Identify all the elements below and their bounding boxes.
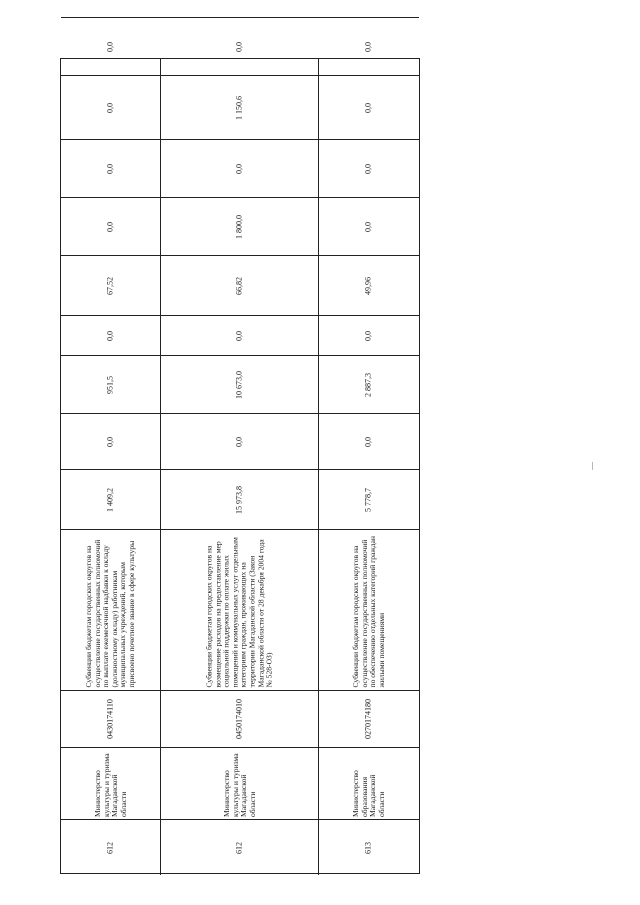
cell-code bbox=[161, 819, 319, 875]
cell-text-kbk: 0450174010 bbox=[234, 699, 244, 739]
cell-text-v9: 0,0 bbox=[105, 41, 115, 52]
table-row bbox=[161, 41, 319, 875]
cell-v9 bbox=[161, 17, 319, 75]
cell-text-v5: 49,96 bbox=[363, 276, 373, 295]
cell-v5 bbox=[61, 255, 161, 315]
cell-description bbox=[161, 529, 319, 690]
cell-text-v3: 2 887,3 bbox=[363, 372, 373, 397]
table-row bbox=[61, 41, 161, 875]
cell-v3 bbox=[61, 355, 161, 413]
cell-v7 bbox=[161, 139, 319, 197]
cell-v8 bbox=[319, 75, 419, 139]
cell-text-v7: 0,0 bbox=[105, 163, 115, 174]
cell-text-v4: 0,0 bbox=[105, 330, 115, 341]
cell-text-v1: 1 409,2 bbox=[105, 487, 115, 512]
cell-text-v1: 15 973,8 bbox=[234, 485, 244, 514]
cell-v5 bbox=[319, 255, 419, 315]
cell-v9 bbox=[319, 17, 419, 75]
cell-text-ministry: Министерство образования Магаданской области bbox=[350, 769, 386, 817]
cell-text-kbk: 0270174180 bbox=[363, 699, 373, 739]
cell-text-v3: 10 673,0 bbox=[234, 370, 244, 399]
cell-v1 bbox=[161, 469, 319, 529]
cell-v1 bbox=[61, 469, 161, 529]
cell-v5 bbox=[161, 255, 319, 315]
cell-v4 bbox=[61, 315, 161, 355]
cell-text-v9: 0,0 bbox=[234, 41, 244, 52]
cell-text-v2: 0,0 bbox=[234, 436, 244, 447]
cell-text-v6: 1 800,0 bbox=[234, 214, 244, 239]
cell-v1 bbox=[319, 469, 419, 529]
cell-text-v5: 66,82 bbox=[234, 276, 244, 295]
cell-text-v6: 0,0 bbox=[363, 221, 373, 232]
cell-v7 bbox=[61, 139, 161, 197]
cell-kbk bbox=[319, 690, 419, 747]
cell-text-kbk: 0430174110 bbox=[105, 699, 115, 739]
cell-v9 bbox=[61, 17, 161, 75]
cell-v7 bbox=[319, 139, 419, 197]
cell-code bbox=[61, 819, 161, 875]
cell-kbk bbox=[61, 690, 161, 747]
cell-text-v5: 67,52 bbox=[105, 276, 115, 295]
cell-text-v6: 0,0 bbox=[105, 221, 115, 232]
cell-v4 bbox=[319, 315, 419, 355]
scan-mark bbox=[592, 462, 593, 470]
data-table bbox=[60, 41, 420, 874]
cell-text-description: Субвенции бюджетам городских округов на возмещение расходов на предоставление мер социальной поддержки по оплате жилых помещений и коммунальных услуг отдельным категориям граждан, проживающих на территории Магаданской области (Закон Магаданской области от 28 декабря 2004 года № 528-ОЗ) bbox=[204, 537, 274, 688]
cell-text-v8: 0,0 bbox=[363, 102, 373, 113]
cell-text-description: Субвенции бюджетам городских округов на осуществление государственных полномочий по обеспечению отдельных категорий граждан жилыми помещениями bbox=[350, 536, 386, 688]
cell-text-v1: 5 778,7 bbox=[363, 487, 373, 512]
cell-v6 bbox=[319, 197, 419, 255]
cell-text-v4: 0,0 bbox=[363, 330, 373, 341]
cell-ministry bbox=[61, 747, 161, 819]
table-row bbox=[319, 41, 419, 875]
cell-text-code: 612 bbox=[234, 841, 244, 854]
cell-text-ministry: Министерство культуры и туризма Магаданской области bbox=[92, 752, 128, 817]
cell-text-v7: 0,0 bbox=[363, 163, 373, 174]
cell-v2 bbox=[61, 413, 161, 469]
cell-v3 bbox=[161, 355, 319, 413]
cell-v8 bbox=[161, 75, 319, 139]
cell-text-v7: 0,0 bbox=[234, 163, 244, 174]
cell-description bbox=[61, 529, 161, 690]
cell-text-v2: 0,0 bbox=[363, 436, 373, 447]
cell-v8 bbox=[61, 75, 161, 139]
cell-ministry bbox=[319, 747, 419, 819]
cell-text-v8: 0,0 bbox=[105, 102, 115, 113]
cell-text-ministry: Министерство культуры и туризма Магаданской области bbox=[221, 752, 257, 817]
cell-kbk bbox=[161, 690, 319, 747]
cell-text-code: 613 bbox=[363, 841, 373, 854]
cell-description bbox=[319, 529, 419, 690]
cell-text-v9: 0,0 bbox=[363, 41, 373, 52]
cell-text-description: Субвенции бюджетам городских округов на осуществление государственных полномочий по выплате ежемесячной надбавки к окладу (должностному окладу) работникам муниципальных учреждений, которым присвоено почетное звание в сфере культуры bbox=[84, 539, 137, 688]
cell-text-v8: 1 150,6 bbox=[234, 95, 244, 120]
cell-text-v4: 0,0 bbox=[234, 330, 244, 341]
cell-v4 bbox=[161, 315, 319, 355]
cell-v2 bbox=[319, 413, 419, 469]
cell-v6 bbox=[161, 197, 319, 255]
cell-v2 bbox=[161, 413, 319, 469]
cell-code bbox=[319, 819, 419, 875]
cell-text-v3: 951,5 bbox=[105, 375, 115, 394]
cell-text-v2: 0,0 bbox=[105, 436, 115, 447]
cell-text-code: 612 bbox=[105, 841, 115, 854]
cell-v6 bbox=[61, 197, 161, 255]
cell-ministry bbox=[161, 747, 319, 819]
cell-v3 bbox=[319, 355, 419, 413]
